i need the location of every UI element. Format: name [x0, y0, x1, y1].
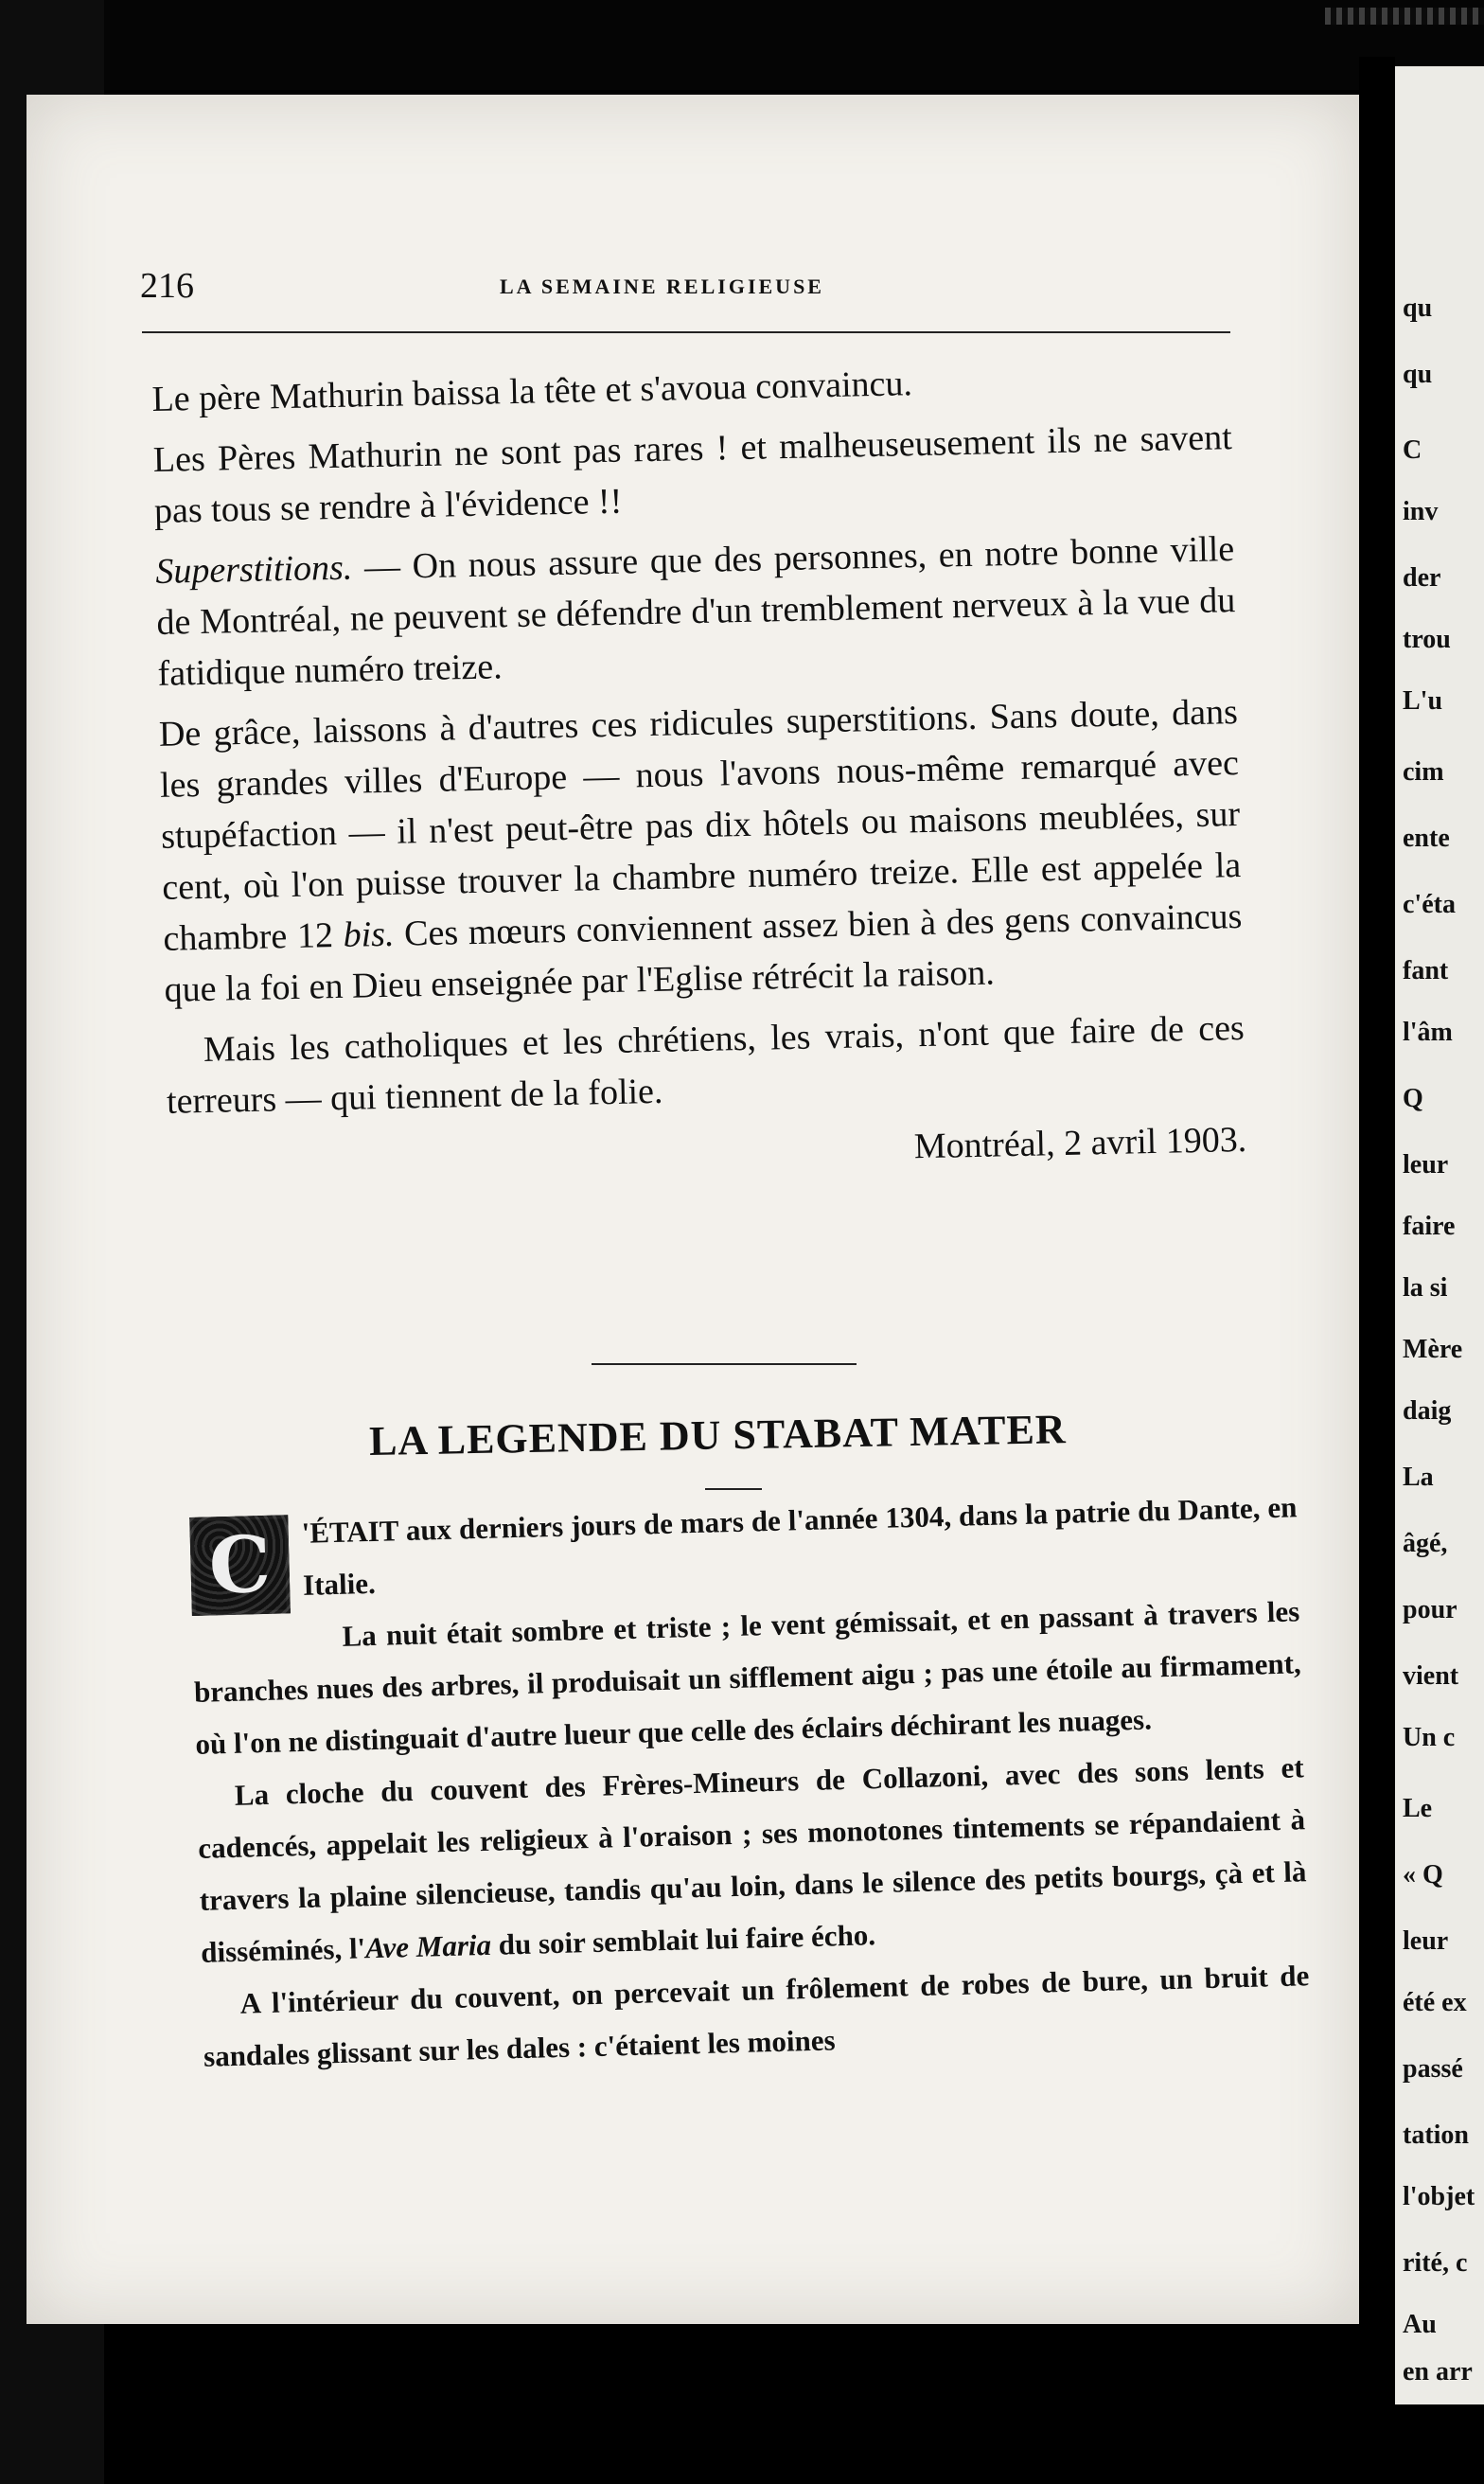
legend-body: [189, 1481, 1311, 2082]
paragraph-text: — On nous assure que des personnes, en notre bonne ville de Montréal, ne peuvent se défendre d'un tremblement nerveux à la vue du fatidique numéro treize.: [156, 529, 1236, 694]
film-border-top: [0, 0, 1484, 90]
section-divider: [592, 1363, 857, 1365]
adjacent-page-fragment: Le: [1403, 1794, 1433, 1823]
adjacent-page-fragment: daig: [1403, 1396, 1452, 1426]
adjacent-page-fragment: « Q: [1403, 1860, 1443, 1890]
adjacent-page-fragment: rité, c: [1403, 2248, 1468, 2278]
film-sprocket-marks: [1325, 8, 1484, 25]
adjacent-page-fragment: l'âm: [1403, 1018, 1453, 1047]
paragraph: Le père Mathurin baissa la tête et s'avoua convaincu.: [151, 364, 913, 419]
adjacent-page-fragment: leur: [1403, 1150, 1449, 1180]
paragraph-text: 'ÉTAIT aux derniers jours de mars de l'année 1304, dans la patrie du Dante, en Italie.: [301, 1490, 1298, 1602]
article-body: [151, 351, 1247, 1198]
adjacent-page-fragment: ente: [1403, 824, 1450, 853]
adjacent-page: [1395, 66, 1484, 2404]
paragraph: La nuit était sombre et triste ; le vent gémissait, et en passant à travers les branches nues des arbres, il produisait un sifflement aigu ; pas une étoile au firmament, où l'on ne distinguait d'autre lueur que celle des éclairs déchirant les nuages.: [193, 1594, 1302, 1761]
adjacent-page-fragment: cim: [1403, 757, 1444, 787]
adjacent-page-fragment: trou: [1403, 625, 1451, 654]
adjacent-page-fragment: l'objet: [1403, 2182, 1475, 2211]
ornamental-dropcap: [189, 1515, 291, 1616]
place-date-signature: Montréal, 2 avril 1903.: [913, 1119, 1247, 1167]
italic-term: Ave Maria: [364, 1927, 492, 1965]
adjacent-page-fragment: pour: [1403, 1595, 1458, 1624]
header-divider: [142, 331, 1230, 333]
adjacent-page-fragment: qu: [1403, 360, 1433, 389]
adjacent-page-fragment: vient: [1403, 1661, 1459, 1691]
paragraph: A l'intérieur du couvent, on percevait un frôlement de robes de bure, un bruit de sandales glissant sur les dales : c'étaient les moines: [203, 1959, 1310, 2073]
adjacent-page-fragment: c'éta: [1403, 890, 1456, 919]
paragraph-text: De grâce, laissons à d'autres ces ridicules superstitions. Sans doute, dans les grandes villes d'Europe — nous l'avons nous-même remarqué avec stupéfaction — il n'est peut-être pas dix hôtels ou maisons meublées, sur cent, où l'on puisse trouver la chambre numéro treize. Elle est appelée la chambre 12: [158, 692, 1242, 959]
paragraph: [196, 1741, 1308, 1978]
paragraph: Mais les catholiques et les chrétiens, les vrais, n'ont que faire de ces terreurs — qui tiennent de la folie.: [166, 1007, 1246, 1122]
adjacent-page-fragment: L'u: [1403, 686, 1443, 716]
paragraph-text: Ces mœurs conviennent assez bien à des gens convaincus que la foi en Dieu enseignée par l'Eglise rétrécit la raison.: [164, 896, 1243, 1010]
paragraph: [155, 523, 1237, 700]
adjacent-page-fragment: été ex: [1403, 1988, 1467, 2017]
title-underline: [705, 1488, 762, 1490]
page-header: [140, 265, 1228, 312]
page-gutter: [1359, 57, 1395, 2404]
adjacent-page-fragment: leur: [1403, 1926, 1449, 1956]
adjacent-page-fragment: Mère: [1403, 1335, 1463, 1364]
adjacent-page-fragment: en arr: [1403, 2357, 1473, 2386]
adjacent-page-fragment: tation: [1403, 2120, 1469, 2150]
adjacent-page-fragment: la si: [1403, 1273, 1448, 1303]
adjacent-page-fragment: qu: [1403, 293, 1433, 323]
article-title: LA LEGENDE DU STABAT MATER: [368, 1406, 1068, 1464]
paragraph: [158, 686, 1244, 1016]
page-number: 216: [140, 266, 194, 306]
adjacent-page-fragment: Un c: [1403, 1723, 1456, 1752]
adjacent-page-fragment: fant: [1403, 956, 1449, 985]
paragraph-text: du soir semblait lui faire écho.: [490, 1918, 876, 1961]
running-title: LA SEMAINE RELIGIEUSE: [500, 275, 824, 298]
adjacent-page-fragment: faire: [1403, 1212, 1456, 1241]
section-label: Superstitions.: [154, 547, 353, 592]
paragraph-text: La cloche du couvent des Frères-Mineurs de Collazoni, avec des sons lents et cadencés, appelait les religieux à l'oraison ; ses monotones tintements se répandaient à travers la plaine silencieuse, tandis qu'au loin, dans le silence des petits bourgs, çà et là disséminés, l': [197, 1750, 1307, 1969]
paragraph: Les Pères Mathurin ne sont pas rares ! et malheuseusement ils ne savent pas tous se rendre à l'évidence !!: [152, 417, 1233, 531]
italic-term: bis.: [343, 914, 395, 955]
adjacent-page-fragment: C: [1403, 435, 1422, 465]
adjacent-page-fragment: âgé,: [1403, 1529, 1448, 1558]
adjacent-page-fragment: Au: [1403, 2310, 1437, 2339]
adjacent-page-fragment: passé: [1403, 2054, 1463, 2084]
adjacent-page-fragment: La: [1403, 1463, 1434, 1492]
adjacent-page-fragment: der: [1403, 563, 1441, 593]
dropcap-letter: C: [207, 1518, 273, 1612]
adjacent-page-fragment: Q: [1403, 1084, 1423, 1113]
adjacent-page-fragment: inv: [1403, 497, 1439, 526]
